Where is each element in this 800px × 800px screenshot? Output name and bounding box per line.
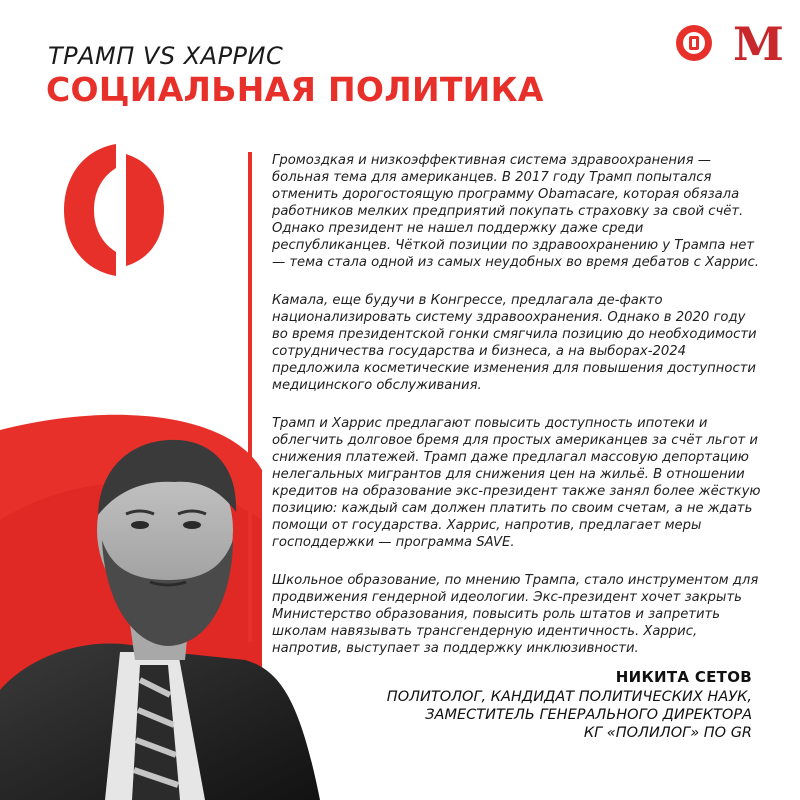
author-role-line: ПОЛИТОЛОГ, КАНДИДАТ ПОЛИТИЧЕСКИХ НАУК, [386,689,752,705]
paragraph-housing-loans: Трамп и Харрис предлагают повысить доступность ипотеки и облегчить долговое бремя для простых американцев за счёт льгот и снижения платежей. Трамп даже предлагал массовую депортацию нелегальных мигрантов для снижения цен на жильё. В отношении кредитов на образование экс-президент также занял более жёсткую позицию: каждый сам должен платить по своим счетам, а не ждать помощи от государства. Харрис, напротив, предлагает меры господдержки — программа SAVE. [272,416,761,550]
author-signature [387,668,752,742]
accent-divider [248,152,252,642]
paragraph-healthcare-trump: Громоздкая и низкоэффективная система здравоохранения — больная тема для американцев. В 2017 году Трамп попытался отменить дорогостоящую программу Obamacare, которая обязала работников мелких предприятий покупать страховку за свой счёт. Однако президент не нашел поддержку даже среди республиканцев. Чёткой позиции по здравоохранению у Трампа нет — тема стала одной из самых неудобных во время дебатов с Харрис. [272,153,759,270]
split-emblem-icon [64,144,164,276]
author-role-line: КГ «ПОЛИЛОГ» ПО GR [583,725,752,741]
page-title: СОЦИАЛЬНАЯ ПОЛИТИКА [46,70,544,109]
paragraph-education: Школьное образование, по мнению Трампа, стало инструментом для продвижения гендерной идеологии. Экс-президент хочет закрыть Министерство образования, повысить роль штатов и запретить школам навязывать трансгендерную идентичность. Харрис, напротив, выступает за поддержку инклюзивности. [272,573,759,656]
author-name: НИКИТА СЕТОВ [615,668,752,686]
author-role [387,688,752,742]
publisher-logo-icon [675,24,713,62]
header-kicker: ТРАМП VS ХАРРИС [48,42,284,70]
article-body [272,152,762,678]
newspaper-logo-icon: M [733,17,784,71]
paragraph-healthcare-harris: Камала, еще будучи в Конгрессе, предлагала де-факто национализировать систему здравоохранения. Однако в 2020 году во время президентской гонки смягчила позицию до необходимости сотрудничества государства и бизнеса, а на выборах-2024 предложила косметические изменения для повышения доступности медицинского обслуживания. [272,293,757,393]
author-role-line: ЗАМЕСТИТЕЛЬ ГЕНЕРАЛЬНОГО ДИРЕКТОРА [425,707,752,723]
